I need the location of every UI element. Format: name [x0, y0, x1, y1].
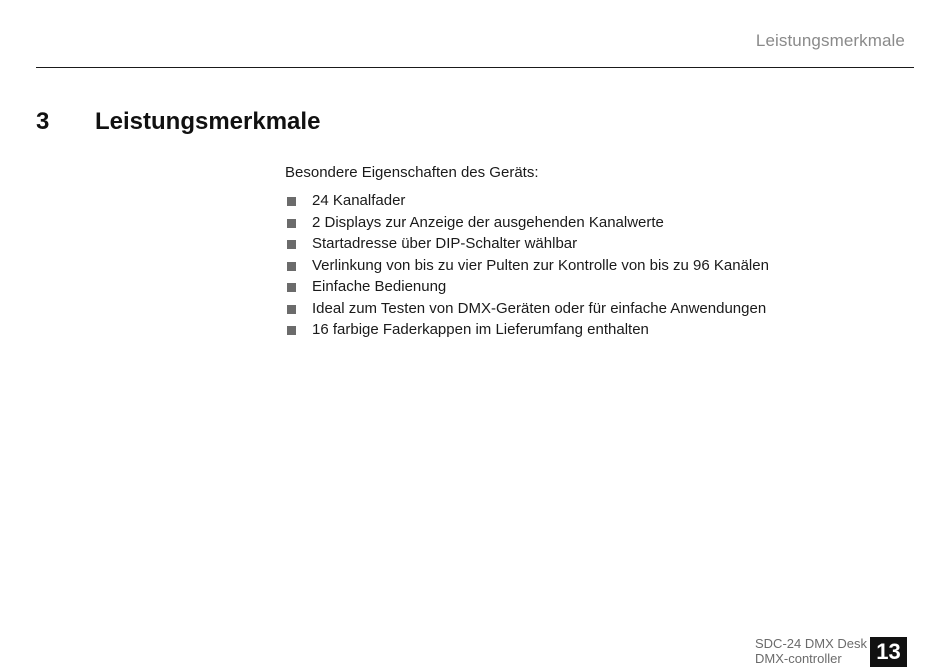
- feature-item: [285, 233, 769, 255]
- feature-text: 24 Kanalfader: [312, 192, 406, 209]
- footer-product-name: SDC-24 DMX Desk: [755, 636, 867, 651]
- feature-text: 2 Displays zur Anzeige der ausgehenden Kanalwerte: [312, 213, 664, 231]
- square-bullet-icon: [287, 219, 296, 228]
- square-bullet-icon: [287, 305, 296, 314]
- feature-item: [285, 212, 769, 234]
- feature-item: [285, 319, 769, 341]
- footer-product-type: DMX-controller: [755, 651, 842, 666]
- feature-text: Einfache Bedienung: [312, 278, 447, 295]
- chapter-title: Leistungsmerkmale: [95, 108, 321, 135]
- features-intro: Besondere Eigenschaften des Geräts:: [285, 164, 539, 181]
- feature-item: [285, 190, 769, 212]
- feature-text: Ideal zum Testen von DMX-Geräten oder für einfache Anwendungen: [312, 299, 767, 317]
- feature-text: 16 farbige Faderkappen im Lieferumfang enthalten: [312, 321, 649, 338]
- square-bullet-icon: [287, 326, 296, 335]
- running-header: Leistungsmerkmale: [755, 31, 905, 50]
- feature-item: [285, 276, 769, 298]
- feature-list: [285, 190, 769, 341]
- square-bullet-icon: [287, 283, 296, 292]
- chapter-number: 3: [36, 108, 50, 135]
- square-bullet-icon: [287, 197, 296, 206]
- feature-text: Verlinkung von bis zu vier Pulten zur Kontrolle von bis zu 96 Kanälen: [312, 256, 769, 274]
- feature-item: [285, 255, 769, 277]
- feature-item: [285, 298, 769, 320]
- header-divider: [36, 67, 914, 68]
- footer-product-info: [755, 636, 867, 666]
- feature-text: Startadresse über DIP-Schalter wählbar: [312, 235, 578, 252]
- square-bullet-icon: [287, 240, 296, 249]
- square-bullet-icon: [287, 262, 296, 271]
- page-number: 13: [870, 637, 907, 667]
